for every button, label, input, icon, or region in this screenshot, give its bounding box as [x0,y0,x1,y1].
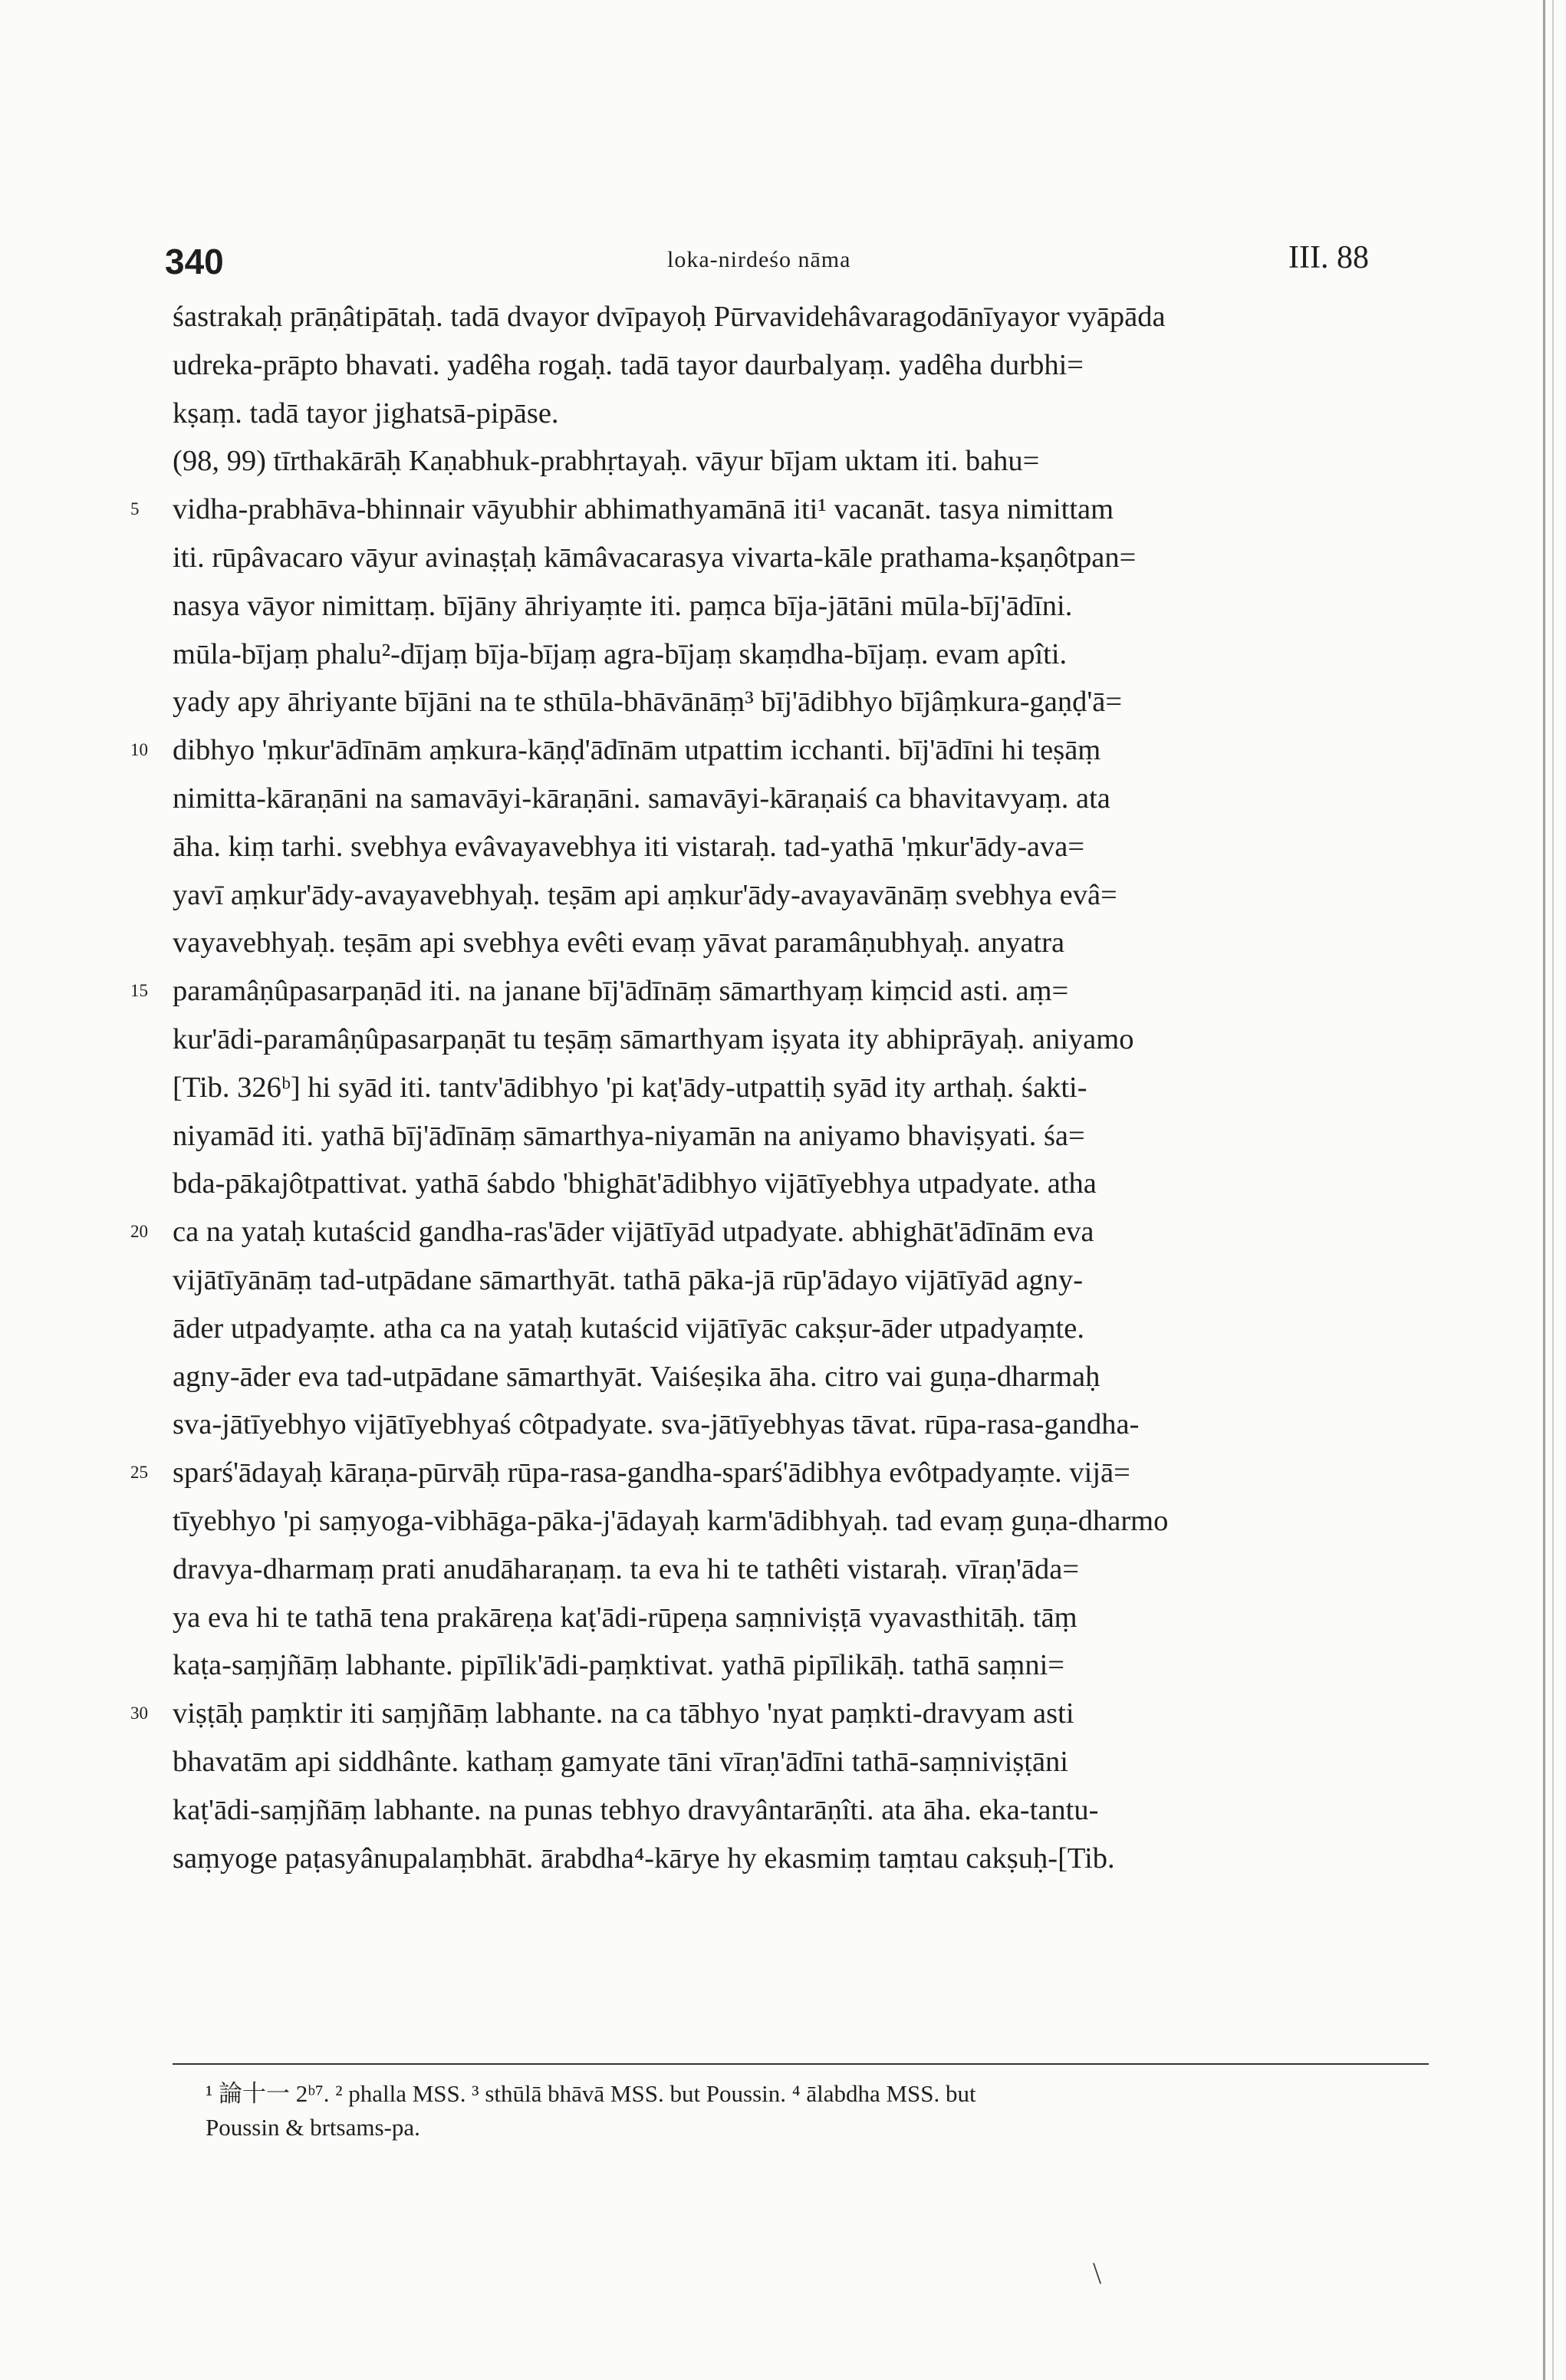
text-line: ya eva hi te tathā tena prakāreṇa kaṭ'ādi-rūpeṇa saṃniviṣṭā vyavasthitāḥ. tāṃ [173,1601,1077,1634]
text-line: agny-āder eva tad-utpādane sāmarthyāt. Vaiśeṣika āha. citro vai guṇa-dharmaḥ [173,1361,1100,1393]
line-number: 5 [130,499,140,518]
line-number: 30 [130,1704,148,1723]
text-line: vayavebhyaḥ. teṣām api svebhya evêti evaṃ yāvat paramâṇubhyaḥ. anyatra [173,927,1065,959]
text-line: sparś'ādayaḥ kāraṇa-pūrvāḥ rūpa-rasa-gandha-sparś'ādibhya evôtpadyaṃte. vijā= [173,1457,1130,1489]
text-line: kur'ādi-paramâṇûpasarpaṇāt tu teṣāṃ sāmarthyam iṣyata ity abhiprāyaḥ. aniyamo [173,1023,1134,1055]
text-line: saṃyoge paṭasyânupalaṃbhāt. ārabdha⁴-kārye hy ekasmiṃ taṃtau cakṣuḥ-[Tib. [173,1842,1115,1875]
text-line: kaṭa-saṃjñāṃ labhante. pipīlik'ādi-paṃktivat. yathā pipīlikāḥ. tathā saṃni= [173,1649,1065,1681]
line-number: 20 [130,1222,148,1241]
text-line: sva-jātīyebhyo vijātīyebhyaś côtpadyate. sva-jātīyebhyas tāvat. rūpa-rasa-gandha- [173,1408,1140,1440]
text-line: viṣṭāḥ paṃktir iti saṃjñāṃ labhante. na ca tābhyo 'nyat paṃkti-dravyam asti [173,1697,1074,1730]
text-line: āha. kiṃ tarhi. svebhya evâvayavebhya iti vistaraḥ. tad-yathā 'ṃkur'ādy-ava= [173,831,1085,863]
text-line: vijātīyānāṃ tad-utpādane sāmarthyāt. tathā pāka-jā rūp'ādayo vijātīyād agny- [173,1264,1084,1296]
text-line: tīyebhyo 'pi saṃyoga-vibhāga-pāka-j'ādayaḥ karm'ādibhyaḥ. tad evaṃ guṇa-dharmo [173,1505,1169,1537]
section-reference: III. 88 [1288,240,1369,275]
scan-edge [1543,0,1545,2380]
running-title: loka-nirdeśo nāma [667,247,851,272]
text-line: (98, 99) tīrthakārāḥ Kaṇabhuk-prabhṛtayaḥ. vāyur bījam uktam iti. bahu= [173,445,1040,477]
footnote-line: Poussin & brtsams-pa. [206,2114,420,2141]
line-number: 10 [130,740,148,759]
text-line: āder utpadyaṃte. atha ca na yataḥ kutaścid vijātīyāc cakṣur-āder utpadyaṃte. [173,1312,1084,1345]
text-line: kaṭ'ādi-saṃjñāṃ labhante. na punas tebhyo dravyântarāṇîti. ata āha. eka-tantu- [173,1794,1099,1826]
text-line: udreka-prāpto bhavati. yadêha rogaḥ. tadā tayor daurbalyaṃ. yadêha durbhi= [173,349,1084,381]
footnote-rule [173,2063,1429,2065]
line-number: 25 [130,1463,148,1482]
text-line: ca na yataḥ kutaścid gandha-ras'āder vijātīyād utpadyate. abhighāt'ādīnām eva [173,1216,1094,1248]
text-line: nimitta-kāraṇāni na samavāyi-kāraṇāni. samavāyi-kāraṇaiś ca bhavitavyaṃ. ata [173,782,1110,815]
text-line: nasya vāyor nimittaṃ. bījāny āhriyaṃte iti. paṃca bīja-jātāni mūla-bīj'ādīni. [173,590,1073,622]
running-header [0,238,1566,284]
text-line: bda-pākajôtpattivat. yathā śabdo 'bhighāt'ādibhyo vijātīyebhya utpadyate. atha [173,1167,1097,1200]
text-line: niyamād iti. yathā bīj'ādīnāṃ sāmarthya-niyamān na aniyamo bhaviṣyati. śa= [173,1120,1085,1152]
text-line: mūla-bījaṃ phalu²-dījaṃ bīja-bījaṃ agra-bījaṃ skaṃdha-bījaṃ. evam apîti. [173,638,1068,670]
line-number: 15 [130,981,148,1000]
text-line: bhavatām api siddhânte. kathaṃ gamyate tāni vīraṇ'ādīni tathā-saṃniviṣṭāni [173,1746,1068,1778]
page-number: 340 [165,242,224,281]
text-line: vidha-prabhāva-bhinnair vāyubhir abhimathyamānā iti¹ vacanāt. tasya nimittam [173,493,1114,525]
text-line: kṣaṃ. tadā tayor jighatsā-pipāse. [173,397,559,430]
text-line: yady apy āhriyante bījāni na te sthūla-bhāvānāṃ³ bīj'ādibhyo bījâṃkura-gaṇḍ'ā= [173,686,1123,718]
text-line: yavī aṃkur'ādy-avayavebhyaḥ. teṣām api aṃkur'ādy-avayavānāṃ svebhya evâ= [173,879,1117,911]
scan-edge-inner [1552,0,1554,2380]
footnote-line: ¹ 論十一 2ᵇ⁷. ² phalla MSS. ³ sthūlā bhāvā MSS. but Poussin. ⁴ ālabdha MSS. but [206,2080,976,2107]
text-line: [Tib. 326ᵇ] hi syād iti. tantv'ādibhyo 'pi kaṭ'ādy-utpattiḥ syād ity arthaḥ. śakti- [173,1071,1087,1104]
text-line: iti. rūpâvacaro vāyur avinaṣṭaḥ kāmâvacarasya vivarta-kāle prathama-kṣaṇôtpan= [173,542,1137,574]
text-line: dravya-dharmaṃ prati anudāharaṇaṃ. ta eva hi te tathêti vistaraḥ. vīraṇ'āda= [173,1553,1080,1585]
stray-mark: \ [1093,2256,1102,2290]
text-line: paramâṇûpasarpaṇād iti. na janane bīj'ādīnāṃ sāmarthyaṃ kiṃcid asti. aṃ= [173,975,1069,1007]
text-line: dibhyo 'ṃkur'ādīnām aṃkura-kāṇḍ'ādīnām utpattim icchanti. bīj'ādīni hi teṣāṃ [173,734,1101,766]
text-line: śastrakaḥ prāṇâtipātaḥ. tadā dvayor dvīpayoḥ Pūrvavidehâvaragodānīyayor vyāpāda [173,301,1166,333]
